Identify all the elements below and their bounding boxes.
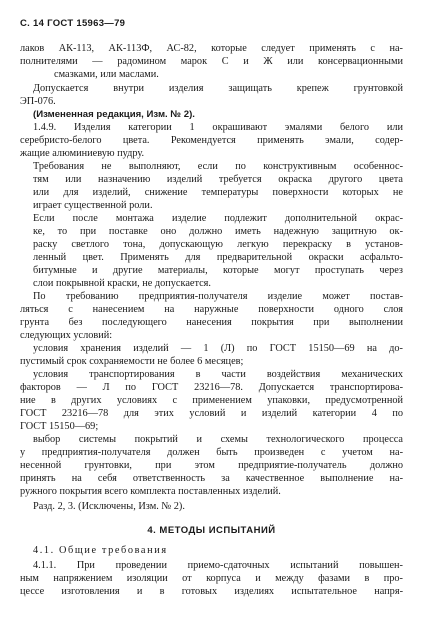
text-line: следующих условий:: [20, 330, 113, 341]
text-line: Если после монтажа изделие подлежит дополнительной окрас-: [33, 213, 403, 224]
subsection-title: 4.1. Общие требования: [33, 545, 168, 556]
page-header: С. 14 ГОСТ 15963—79: [20, 18, 126, 29]
text-line: условия хранения изделий — 1 (Л) по ГОСТ 15150—69 на до-: [33, 343, 403, 354]
text-line: ние в других условиях с применением упаковки, предусмотренной: [20, 395, 403, 406]
text-line: лаков АК-113, АК-113Ф, АС-82, которые следует применять с на-: [20, 43, 403, 54]
text-line: грунта без последующего нанесения покрытия при выполнении: [20, 317, 403, 328]
text-line: ГОСТ 15150—69;: [20, 421, 99, 432]
text-line: принять на себя ответственность за качественное выполнение на-: [20, 473, 403, 484]
text-line: играет существенной роли.: [33, 200, 153, 211]
section-title: 4. МЕТОДЫ ИСПЫТАНИЙ: [147, 525, 276, 536]
text-line: серебристо-белого цвета. Рекомендуется применять эмали, содер-: [20, 135, 403, 146]
text-line: ленный цвет. Применять для предварительной окраски асфальто-: [33, 252, 403, 263]
text-line: 1.4.9. Изделия категории 1 окрашивают эмалями белого или: [33, 122, 403, 133]
text-line: тям или назначению изделий требуется окраска другого цвета: [33, 174, 403, 185]
text-line: ЭП-076.: [20, 96, 56, 107]
text-line: у предприятия-получателя должен быть произведен с учетом на-: [20, 447, 403, 458]
text-line: раску светлого тона, допускающую легкую перекраску в установ-: [33, 239, 403, 250]
text-line: Требования не выполняют, если по конструктивным особеннос-: [33, 161, 403, 172]
text-line: Допускается внутри изделия защищать крепеж грунтовкой: [33, 83, 403, 94]
text-line: выбор системы покрытий и схемы технологического процесса: [33, 434, 403, 445]
text-line: пустимый срок сохраняемости не более 6 месяцев;: [20, 356, 244, 367]
text-line: факторов — Л по ГОСТ 23216—78. Допускается транспортирова-: [20, 382, 403, 393]
text-line: несенной грунтовки, при этом предприятие-получатель должно: [20, 460, 403, 471]
text-line: 4.1.1. При проведении приемо-сдаточных испытаний повышен-: [33, 560, 403, 571]
text-line: ным напряжением изоляции от корпуса и между фазами в про-: [20, 573, 403, 584]
text-line: смазками, или маслами.: [54, 69, 159, 80]
text-line: ГОСТ 23216—78 для этих условий и изделий категории 4 по: [20, 408, 403, 419]
text-line: цессе изготовления и в готовых изделиях испытательное напря-: [20, 586, 403, 597]
text-line: ружного покрытия всего комплекта поставленных изделий.: [20, 486, 281, 497]
text-line: битумные и другие материалы, которые могут проступать через: [33, 265, 403, 276]
text-line: условия транспортирования в части воздействия механических: [33, 369, 403, 380]
deletion-note: Разд. 2, 3. (Исключены, Изм. № 2).: [33, 501, 185, 512]
text-line: полнителями — радомином марок С и Ж или консервационными: [20, 56, 403, 67]
text-line: жащие алюминиевую пудру.: [20, 148, 145, 159]
text-line: ляться с нанесением на наружные поверхности одного слоя: [20, 304, 403, 315]
text-line: По требованию предприятия-получателя изделие может постав-: [33, 291, 403, 302]
text-line: ке, то при поставке оно должно иметь надежную защитную ок-: [33, 226, 403, 237]
text-line: или для изделий, снижение температуры поверхности которых не: [33, 187, 403, 198]
amendment-note: (Измененная редакция, Изм. № 2).: [33, 109, 195, 120]
text-line: слои покрывной краски, не допускается.: [33, 278, 211, 289]
